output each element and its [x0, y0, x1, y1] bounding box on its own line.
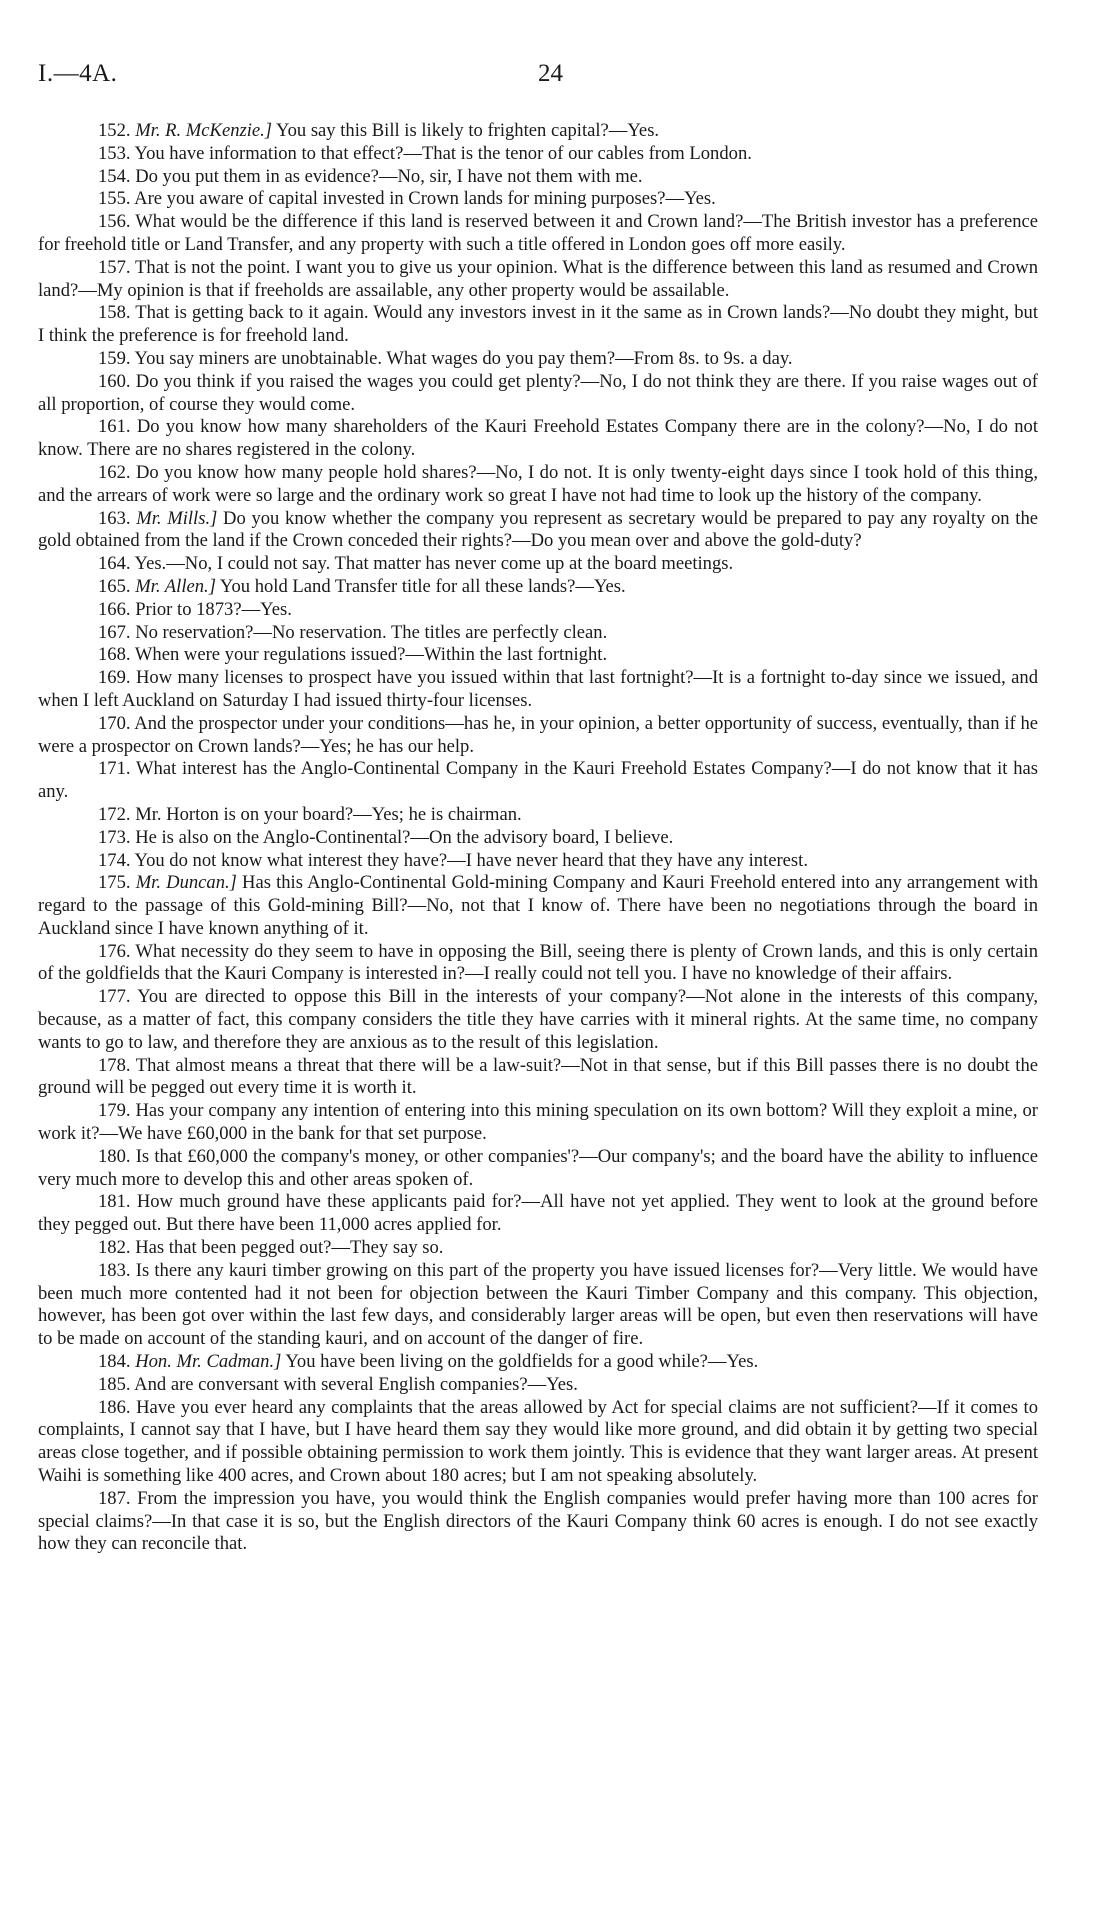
- minutes-of-evidence: [38, 120, 1038, 1556]
- evidence-paragraph: [38, 1397, 1038, 1488]
- evidence-paragraph: [38, 188, 1038, 211]
- paragraph-text: 168. When were your regulations issued?—Within the last fortnight.: [98, 644, 608, 666]
- paragraph-text: You say this Bill is likely to frighten capital?—Yes.: [272, 120, 660, 141]
- paragraph-text: 170. And the prospector under your conditions—has he, in your opinion, a better opportunity of success, eventually, than if he were a prospector on Crown lands?—Yes; he has our help.: [38, 712, 1038, 757]
- evidence-paragraph: [38, 1488, 1038, 1556]
- evidence-paragraph: [38, 1055, 1038, 1101]
- paragraph-text: 166. Prior to 1873?—Yes.: [98, 598, 292, 620]
- paragraph-text: 181. How much ground have these applicants paid for?—All have not yet applied. They went to look at the ground before they pegged out. But there have been 11,000 acres applied for.: [38, 1191, 1038, 1236]
- evidence-paragraph: [38, 166, 1038, 189]
- evidence-paragraph: [38, 1374, 1038, 1397]
- evidence-paragraph: [38, 804, 1038, 827]
- paragraph-text: Has this Anglo-Continental Gold-mining Company and Kauri Freehold entered into any arrangement with regard to the passage of this Gold-mining Bill?—No, not that I know of. There have been no negotiations through the board in Auckland since I have known anything of it.: [38, 872, 1038, 939]
- evidence-paragraph: [38, 1237, 1038, 1260]
- page-header: [38, 52, 1038, 92]
- paragraph-text: 160. Do you think if you raised the wages you could get plenty?—No, I do not think they are there. If you raise wages out of all proportion, of course they would come.: [38, 370, 1038, 415]
- evidence-paragraph: [38, 257, 1038, 303]
- paragraph-text: 159. You say miners are unobtainable. What wages do you pay them?—From 8s. to 9s. a day.: [98, 347, 793, 369]
- evidence-paragraph: [38, 850, 1038, 873]
- paragraph-text: 185. And are conversant with several English companies?—Yes.: [98, 1373, 578, 1395]
- paragraph-text: 173. He is also on the Anglo-Continental?—On the advisory board, I believe.: [98, 826, 674, 848]
- evidence-paragraph: [38, 1351, 1038, 1374]
- paragraph-text: 172. Mr. Horton is on your board?—Yes; he is chairman.: [98, 803, 522, 825]
- paragraph-text: 180. Is that £60,000 the company's money, or other companies'?—Our company's; and the board have the ability to influence very much more to develop this and other areas spoken of.: [38, 1145, 1038, 1190]
- evidence-paragraph: [38, 416, 1038, 462]
- paragraph-text: 169. How many licenses to prospect have you issued within that last fortnight?—It is a fortnight to-day since we issued, and when I left Auckland on Saturday I had issued thirty-four licenses.: [38, 667, 1038, 711]
- evidence-paragraph: [38, 713, 1038, 759]
- speaker-label: 152. Mr. R. McKenzie.]: [98, 120, 273, 141]
- paragraph-text: 176. What necessity do they seem to have in opposing the Bill, seeing there is plenty of Crown lands, and this is only certain of the goldfields that the Kauri Company is interested in?—I really could not tell you. I have no knowledge of their affairs.: [38, 940, 1038, 985]
- evidence-paragraph: [38, 576, 1038, 599]
- paragraph-text: 167. No reservation?—No reservation. The titles are perfectly clean.: [98, 621, 608, 643]
- document-reference: I.—4A.: [38, 60, 118, 87]
- paragraph-text: 161. Do you know how many shareholders of the Kauri Freehold Estates Company there are in the colony?—No, I do not know. There are no shares registered in the colony.: [38, 416, 1038, 461]
- speaker-label: 175. Mr. Duncan.]: [98, 872, 237, 894]
- paragraph-text: 179. Has your company any intention of entering into this mining speculation on its own bottom? Will they exploit a mine, or work it?—We have £60,000 in the bank for that set purpose.: [38, 1100, 1038, 1145]
- paragraph-text: 157. That is not the point. I want you to give us your opinion. What is the difference between this land as resumed and Crown land?—My opinion is that if freeholds are assailable, any other property would be assailable.: [38, 256, 1038, 301]
- evidence-paragraph: [38, 1260, 1038, 1351]
- evidence-paragraph: [38, 622, 1038, 645]
- evidence-paragraph: [38, 462, 1038, 508]
- paragraph-text: 162. Do you know how many people hold shares?—No, I do not. It is only twenty-eight days since I took hold of this thing, and the arrears of work were so large and the ordinary work so great I have not had time to look up the history of the company.: [38, 461, 1038, 506]
- paragraph-text: 178. That almost means a threat that there will be a law-suit?—Not in that sense, but if this Bill passes there is no doubt the ground will be pegged out every time it is worth it.: [38, 1054, 1038, 1099]
- evidence-paragraph: [38, 986, 1038, 1054]
- evidence-paragraph: [38, 872, 1038, 940]
- evidence-paragraph: [38, 508, 1038, 554]
- evidence-paragraph: [38, 371, 1038, 417]
- paragraph-text: 153. You have information to that effect?—That is the tenor of our cables from London.: [98, 142, 752, 164]
- evidence-paragraph: [38, 553, 1038, 576]
- evidence-paragraph: [38, 667, 1038, 713]
- paragraph-text: 158. That is getting back to it again. Would any investors invest in it the same as in Crown lands?—No doubt they might, but I think the preference is for freehold land.: [38, 302, 1038, 347]
- paragraph-text: 177. You are directed to oppose this Bill in the interests of your company?—Not alone in the interests of this company, because, as a matter of fact, this company considers the title they have carries with it mineral rights. At the same time, no company wants to go to law, and therefore they are anxious as to the result of this legislation.: [38, 986, 1038, 1053]
- evidence-paragraph: [38, 644, 1038, 667]
- evidence-paragraph: [38, 1191, 1038, 1237]
- paragraph-text: 156. What would be the difference if this land is reserved between it and Crown land?—The British investor has a preference for freehold title or Land Transfer, and any property with such a title offered in London goes off more easily.: [38, 211, 1038, 255]
- page-number: 24: [538, 60, 563, 87]
- evidence-paragraph: [38, 348, 1038, 371]
- paragraph-text: 171. What interest has the Anglo-Continental Company in the Kauri Freehold Estates Company?—I do not know that it has any.: [38, 758, 1038, 803]
- paragraph-text: You have been living on the goldfields for a good while?—Yes.: [281, 1351, 759, 1373]
- speaker-label: 184. Hon. Mr. Cadman.]: [98, 1351, 282, 1373]
- evidence-paragraph: [38, 1100, 1038, 1146]
- paragraph-text: 186. Have you ever heard any complaints that the areas allowed by Act for special claims are not sufficient?—If it comes to complaints, I cannot say that I have, but I have heard them say they would like more ground, and did obtain it by getting two special areas close together, and if possible obtaining permission to work them jointly. This is evidence that they want larger areas. At present Waihi is something like 400 acres, and Crown about 180 acres; but I am not speaking absolutely.: [38, 1396, 1038, 1487]
- evidence-paragraph: [38, 143, 1038, 166]
- evidence-paragraph: [38, 827, 1038, 850]
- paragraph-text: 174. You do not know what interest they have?—I have never heard that they have any interest.: [98, 849, 808, 871]
- paragraph-text: 164. Yes.—No, I could not say. That matter has never come up at the board meetings.: [98, 553, 734, 575]
- evidence-paragraph: [38, 758, 1038, 804]
- speaker-label: 165. Mr. Allen.]: [98, 575, 216, 597]
- paragraph-text: You hold Land Transfer title for all these lands?—Yes.: [215, 575, 626, 597]
- evidence-paragraph: [38, 599, 1038, 622]
- paragraph-text: 183. Is there any kauri timber growing on this part of the property you have issued licenses for?—Very little. We would have been much more contented had it not been for objection between the Kauri Timber Company and this company. This objection, however, has been got over within the last few days, and considerably larger areas will be open, but even then reservations will have to be made on account of the standing kauri, and on account of the danger of fire.: [38, 1259, 1038, 1350]
- evidence-paragraph: [38, 302, 1038, 348]
- speaker-label: 163. Mr. Mills.]: [98, 507, 218, 529]
- evidence-paragraph: [38, 941, 1038, 987]
- evidence-paragraph: [38, 1146, 1038, 1192]
- paragraph-text: 155. Are you aware of capital invested in Crown lands for mining purposes?—Yes.: [98, 188, 716, 210]
- evidence-paragraph: [38, 120, 1038, 143]
- paragraph-text: 182. Has that been pegged out?—They say so.: [98, 1237, 444, 1259]
- paragraph-text: 154. Do you put them in as evidence?—No, sir, I have not them with me.: [98, 165, 643, 187]
- paragraph-text: 187. From the impression you have, you would think the English companies would prefer having more than 100 acres for special claims?—In that case it is so, but the English directors of the Kauri Company think 60 acres is enough. I do not see exactly how they can reconcile that.: [38, 1487, 1038, 1555]
- evidence-paragraph: [38, 211, 1038, 257]
- paragraph-text: Do you know whether the company you represent as secretary would be prepared to pay any royalty on the gold obtained from the land if the Crown conceded their rights?—Do you mean over and above the gold-duty?: [38, 507, 1038, 552]
